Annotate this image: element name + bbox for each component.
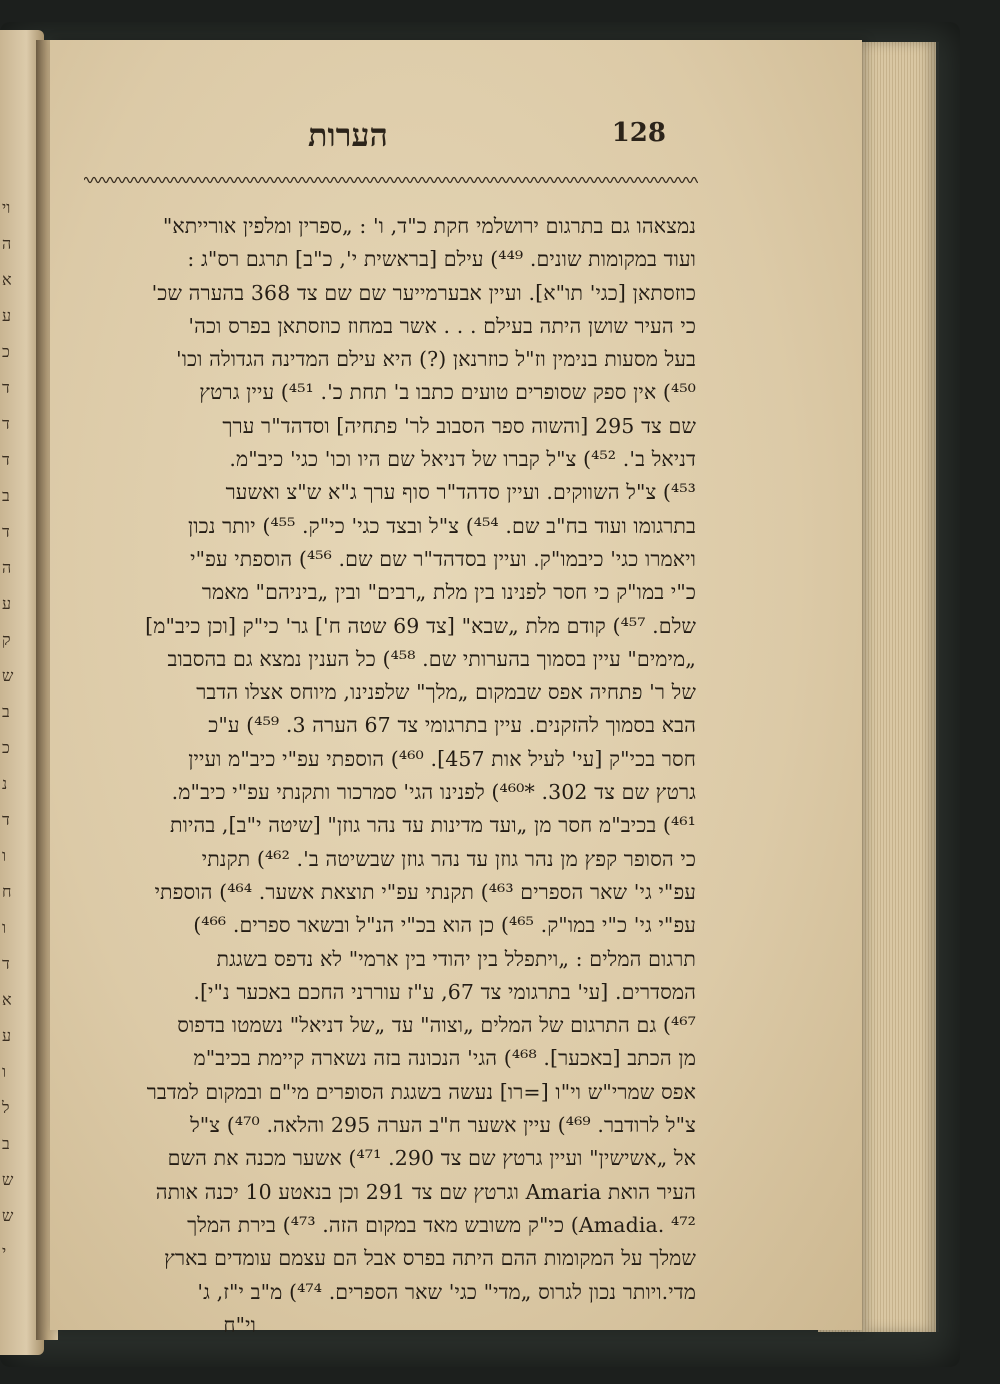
text-line: כי הסופר קפץ מן נהר גוזן עד נהר גוזן שבשיטה ב'. ⁴⁶²) תקנתי — [201, 846, 696, 871]
left-page-fragment: ד — [2, 450, 10, 469]
left-page-fragment: ע — [2, 594, 12, 613]
text-line: ⁴⁶⁷) גם התרגום של המלים „וצוה" עד „של דניאל" נשמטו בדפוס — [177, 1013, 696, 1038]
left-page-fragment: ה — [2, 558, 12, 577]
text-line: ועוד במקומות שונים. ⁴⁴⁹) עילם [בראשית י', כ"ב] תרגם רס"ג : — [187, 247, 696, 272]
wavy-divider — [84, 174, 698, 186]
left-page-fragment: א — [2, 990, 12, 1009]
left-page-fragment: כ — [2, 342, 10, 361]
text-line: הבא בסמוך להזקנים. עיין בתרגומי צד 67 הערה 3. ⁴⁵⁹) ע"כ — [208, 713, 696, 738]
left-page-fragment: ד — [2, 378, 10, 397]
text-line: ⁴⁶¹) בכיב"מ חסר מן „ועד מדינות עד נהר גוזן" [שיטה י"ב], בהיות — [170, 813, 696, 838]
text-line: ⁴⁵³) צ"ל השווקים. ועיין סדהד"ר סוף ערך ג"א ש"צ ואשער — [225, 480, 696, 505]
page-header — [50, 118, 862, 158]
text-line: תרגום המלים : „ויתפלל בין יהודי בין ארמי" לא נדפס בשגגת — [216, 946, 696, 971]
left-page-fragment: י — [2, 1242, 7, 1261]
text-line: של ר' פתחיה אפס שבמקום „מלך" שלפנינו, מיוחס אצלו הדבר — [196, 680, 696, 705]
text-line: כ"י במו"ק כי חסר לפנינו בין מלת „רבים" ובין „ביניהם" מאמר — [201, 580, 696, 605]
left-page-fragment: ה — [2, 234, 12, 253]
text-line: בתרגומו ועוד בח"ב שם. ⁴⁵⁴) צ"ל ובצד כגי' כי"ק. ⁴⁵⁵) יותר נכון — [187, 513, 696, 538]
text-line: כוזסתאן [כגי' תו"א]. ועיין אבערמייער שם שם צד 368 בהערה שכ' — [151, 280, 696, 305]
left-page-fragment: ע — [2, 306, 12, 325]
left-page-fragment: ד — [2, 954, 10, 973]
left-page-fragment: כ — [2, 738, 10, 757]
text-line: ⁴⁵⁰) אין ספק שסופרים טועים כתבו ב' תחת כ'. ⁴⁵¹) עיין גרטץ — [199, 380, 696, 405]
text-line: דניאל ב'. ⁴⁵²) צ"ל קברו של דניאל שם היו וכו' כגי' כיב"מ. — [229, 447, 696, 472]
left-page-fragment: ק — [2, 630, 11, 649]
left-page-fragment: ע — [2, 1026, 12, 1045]
page-number: 128 — [611, 118, 666, 148]
left-page-fragment: ב — [2, 486, 10, 505]
text-line: שם צד 295 [והשוה ספר הסבוב לר' פתחיה] וסדהד"ר ערך — [222, 413, 696, 438]
text-line: העיר הואת Amaria וגרטץ שם צד 291 וכן בנאטע 10 יכנה אותה — [155, 1179, 696, 1204]
left-page-fragment: נ — [2, 774, 8, 793]
text-line: עפ"י גי' כ"י במו"ק. ⁴⁶⁵) כן הוא בכ"י הנ"ל ובשאר ספרים. ⁴⁶⁶) — [193, 913, 696, 938]
text-line: וי"ח — [223, 1312, 256, 1337]
book-page — [50, 40, 862, 1337]
text-line: צ"ל לרודבר. ⁴⁶⁹) עיין אשער ח"ב הערה 295 והלאה. ⁴⁷⁰) צ"ל — [190, 1113, 696, 1138]
text-line: אל „אשישין" ועיין גרטץ שם צד 290. ⁴⁷¹) אשער מכנה את השם — [167, 1146, 696, 1171]
left-page-fragment: ש — [2, 1206, 14, 1225]
text-line: אפס שמרי"ש וי"ו [=רו] נעשה בשגגת הסופרים מי"ם ובמקום למדבר — [146, 1079, 696, 1104]
text-line: מן הכתב [באכער]. ⁴⁶⁸) הגי' הנכונה בזה נשארה קיימת בכיב"מ — [193, 1046, 696, 1071]
text-line: ויאמרו כגי' כיבמו"ק. ועיין בסדהד"ר שם שם. ⁴⁵⁶) הוספתי עפ"י — [190, 546, 696, 571]
text-line: כי העיר שושן היתה בעילם . . . אשר במחוז כוזסתאן בפרס וכה' — [188, 313, 696, 338]
left-page-fragment: ח — [2, 882, 12, 901]
left-page-fragment: א — [2, 270, 12, 289]
left-page-fragment: ו — [2, 1062, 7, 1081]
text-line: בעל מסעות בנימין וז"ל כוזרנאן (?) היא עילם המדינה הגדולה וכו' — [175, 347, 696, 372]
text-line: המסדרים. [עי' בתרגומי צד 67, ע"ז עוררני החכם באכער נ"י]. — [193, 979, 696, 1004]
left-page-fragment: ד — [2, 522, 10, 541]
text-line: נמצאהו גם בתרגום ירושלמי חקת כ"ד, ו' : „ספרין ומלפין אורייתא" — [162, 214, 696, 238]
text-line: „מימים" עיין בסמוך בהערותי שם. ⁴⁵⁸) כל הענין נמצא גם בהסבוב — [167, 646, 696, 671]
left-page-fragment: ש — [2, 1170, 14, 1189]
left-page-fragment: ל — [2, 1098, 10, 1117]
left-page-fragment: ו — [2, 846, 7, 865]
running-title: הערות — [308, 116, 388, 154]
text-line: שמלך על המקומות ההם היתה בפרס אבל הם עצמם עומדים בארץ — [164, 1246, 696, 1271]
text-line: מדי.ויותר נכון לגרוס „מדי" כגי' שאר הספרים. ⁴⁷⁴) מ"ב י"ז, ג' — [197, 1279, 696, 1304]
left-page-fragment: וי — [2, 198, 11, 217]
left-page-fragment: ד — [2, 810, 10, 829]
left-page-fragment: ו — [2, 918, 7, 937]
text-line: שלם. ⁴⁵⁷) קודם מלת „שבא" [צד 69 שטה ח'] גר' כי"ק [וכן כיב"מ] — [145, 613, 696, 638]
text-line: Amadia. ⁴⁷²) כי"ק משובש מאד במקום הזה. ⁴⁷³) בירת המלך — [187, 1212, 696, 1237]
text-line: עפ"י גי' שאר הספרים ⁴⁶³) תקנתי עפ"י תוצאת אשער. ⁴⁶⁴) הוספתי — [154, 879, 696, 904]
notes-body — [88, 210, 696, 1342]
left-page-fragment: ב — [2, 702, 10, 721]
text-line: גרטץ שם צד 302. *⁴⁶⁰) לפנינו הגי' סמרכור ותקנתי עפ"י כיב"מ. — [171, 780, 696, 805]
left-page-fragment: ב — [2, 1134, 10, 1153]
left-page-fragment: ש — [2, 666, 14, 685]
left-page-fragment: ד — [2, 414, 10, 433]
text-line: חסר בכי"ק [עי' לעיל אות 457]. ⁴⁶⁰) הוספתי עפ"י כיב"מ ועיין — [188, 746, 696, 771]
